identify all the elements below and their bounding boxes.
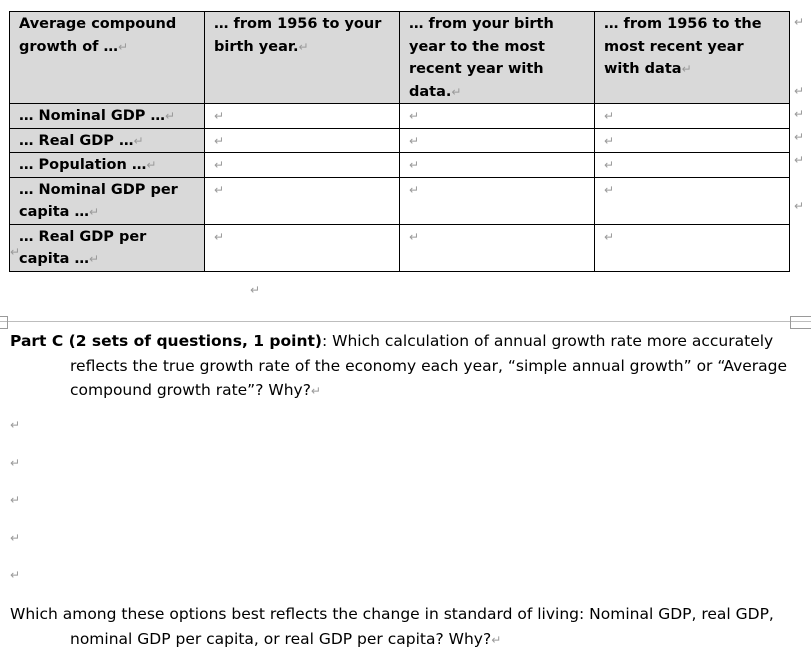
row-label-cell: … Real GDP …↵ — [10, 128, 205, 153]
answer-cell[interactable]: ↵ — [595, 104, 790, 129]
growth-table — [9, 11, 790, 272]
margin-marker-left — [0, 316, 8, 329]
table-row — [10, 224, 790, 271]
part-c-label: Part C (2 sets of questions, 1 point) — [10, 332, 322, 350]
header-cell: Average compound growth of …↵ — [10, 12, 205, 104]
table-row — [10, 128, 790, 153]
answer-cell[interactable]: ↵ — [205, 104, 400, 129]
header-cell: … from 1956 to the most recent year with data↵ — [595, 12, 790, 104]
table-header-row — [10, 12, 790, 104]
empty-paragraph-mark: ↵ — [10, 245, 21, 259]
empty-paragraph-mark: ↵ — [10, 493, 21, 507]
row-label-cell: … Real GDP per capita …↵ — [10, 224, 205, 271]
table-row — [10, 153, 790, 178]
answer-cell[interactable]: ↵ — [400, 128, 595, 153]
empty-paragraph-mark: ↵ — [250, 283, 261, 297]
margin-marker-right — [790, 316, 811, 329]
header-cell: … from your birth year to the most recent year with data.↵ — [400, 12, 595, 104]
row-end-mark: ↵ — [793, 84, 804, 98]
row-end-mark: ↵ — [793, 153, 804, 167]
answer-cell[interactable]: ↵ — [595, 224, 790, 271]
table-row — [10, 104, 790, 129]
row-label-cell: … Nominal GDP per capita …↵ — [10, 177, 205, 224]
answer-cell[interactable]: ↵ — [595, 153, 790, 178]
answer-cell[interactable]: ↵ — [595, 128, 790, 153]
empty-paragraph-mark: ↵ — [10, 531, 21, 545]
standard-of-living-paragraph: Which among these options best reflects the change in standard of living: Nominal GDP, real GDP, nominal GDP per capita, or real GDP per capita? Why?↵ — [10, 605, 774, 648]
answer-cell[interactable]: ↵ — [205, 177, 400, 224]
row-end-mark: ↵ — [793, 199, 804, 213]
answer-cell[interactable]: ↵ — [400, 104, 595, 129]
empty-paragraph-mark: ↵ — [10, 568, 21, 582]
answer-cell[interactable]: ↵ — [595, 177, 790, 224]
answer-cell[interactable]: ↵ — [400, 177, 595, 224]
row-end-mark: ↵ — [793, 15, 804, 29]
section-break-line — [0, 321, 811, 322]
answer-cell[interactable]: ↵ — [205, 128, 400, 153]
answer-cell[interactable]: ↵ — [400, 224, 595, 271]
table-row — [10, 177, 790, 224]
row-end-mark: ↵ — [793, 107, 804, 121]
answer-cell[interactable]: ↵ — [205, 153, 400, 178]
answer-cell[interactable]: ↵ — [400, 153, 595, 178]
row-end-mark: ↵ — [793, 130, 804, 144]
empty-paragraph-mark: ↵ — [10, 456, 21, 470]
row-label-cell: … Nominal GDP …↵ — [10, 104, 205, 129]
part-c-paragraph: Part C (2 sets of questions, 1 point): Which calculation of annual growth rate more accurately reflects the true growth rate of the economy each year, “simple annual growth” or “Average compound growth rate”? Why?↵ — [10, 332, 788, 399]
header-cell: … from 1956 to your birth year.↵ — [205, 12, 400, 104]
answer-cell[interactable]: ↵ — [205, 224, 400, 271]
row-label-cell: … Population …↵ — [10, 153, 205, 178]
empty-paragraph-mark: ↵ — [10, 418, 21, 432]
